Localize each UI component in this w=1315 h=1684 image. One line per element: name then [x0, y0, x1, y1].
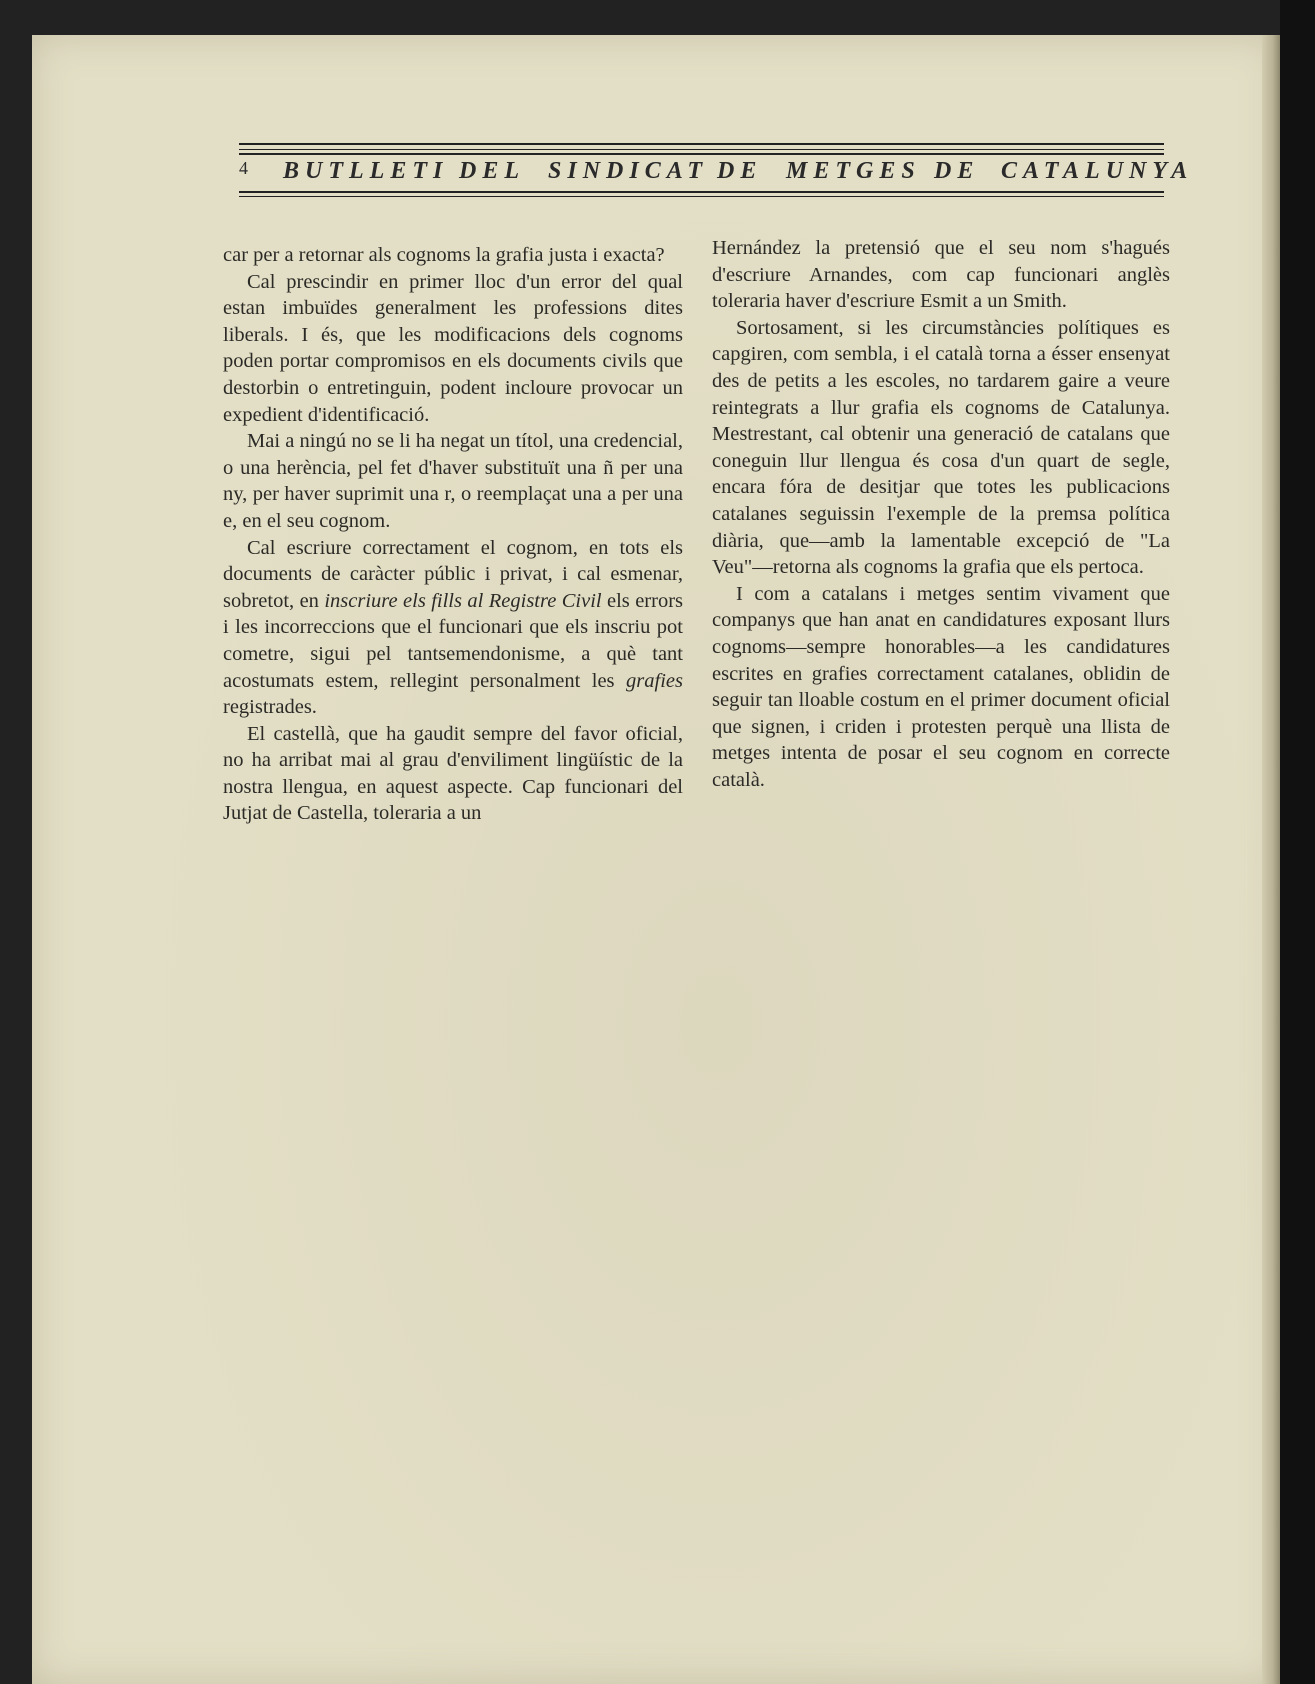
header-rule-bottom-1	[239, 191, 1164, 193]
left-paragraph-4-text-b: els errors i les incorreccions que el funcionari que els inscriu pot cometre, sigui pel tantsemendonisme, a què tant acostumats estem, rellegint personalment les	[223, 589, 683, 692]
right-paragraph-1: Hernández la pretensió que el seu nom s'hagués d'escriure Arnandes, com cap funcionari anglès toleraria haver d'escriure Esmit a un Smith.	[712, 237, 1170, 313]
left-column	[223, 242, 683, 827]
header-rule-top-2	[239, 149, 1164, 150]
header-word-catalunya: CATALUNYA	[1001, 158, 1194, 184]
left-paragraph-4-text-a: Cal escriure correctament el cognom, en tots els documents de caràcter públic i privat, i cal esmenar, sobretot, en	[223, 536, 683, 612]
right-paragraph-3: I com a catalans i metges sentim vivament que companys que han anat en candidatures exposant llurs cognoms—sempre honorables—a les candidatures escrites en grafies correctament catalanes, oblidin de seguir tan lloable costum en el primer document oficial que signen, i criden i protesten perquè una llista de metges intenta de posar el seu cognom en correcte català.	[712, 582, 1170, 791]
left-paragraph-4	[223, 535, 683, 721]
left-paragraph-4-italic-2: grafies	[626, 669, 683, 692]
left-paragraph-3: Mai a ningú no se li ha negat un títol, una credencial, o una herència, pel fet d'haver substituït una ñ per una ny, per haver suprimit una r, o reemplaçat una a per una e, en el seu cognom.	[223, 430, 683, 532]
left-paragraph-2: Cal prescindir en primer lloc d'un error del qual estan imbuïdes generalment les professions dites liberals. I és, que les modificacions dels cognoms poden portar compromisos en els documents civils que destorbin o entretinguin, podent incloure provocar un expedient d'identificació.	[223, 270, 683, 426]
header-word-metges: METGES	[786, 158, 921, 184]
header-word-de-2: DE	[934, 158, 980, 184]
header-rule-bottom-2	[239, 196, 1164, 197]
header-rule-top-3	[239, 153, 1164, 155]
page-number: 4	[239, 158, 248, 178]
header-rule-top-1	[239, 143, 1164, 145]
header-word-sindicat: SINDICAT	[548, 158, 709, 184]
left-paragraph-4-text-c: registrades.	[223, 696, 317, 719]
header-word-butlleti: BUTLLETI	[283, 158, 449, 184]
header-word-del: DEL	[459, 158, 525, 184]
left-paragraph-1: car per a retornar als cognoms la grafia justa i exacta?	[223, 244, 665, 266]
running-header	[239, 158, 1194, 188]
right-paragraph-2: Sortosament, si les circumstàncies polítiques es capgiren, com sembla, i el català torna a ésser ensenyat des de petits a les escoles, no tardarem gaire a veure reintegrats a llur grafia els cognoms de Catalunya. Mestrestant, cal obtenir una generació de catalans que coneguin llur llengua és cosa d'un quart de segle, encara fóra de desitjar que totes les publicacions catalanes seguissin l'exemple de la premsa política diària, que—amb la lamentable excepció de "La Veu"—retorna als cognoms la grafia que els pertoca.	[712, 316, 1170, 579]
header-word-de-1: DE	[717, 158, 763, 184]
right-column	[712, 235, 1170, 793]
left-paragraph-4-italic-1: inscriure els fills al Registre Civil	[324, 589, 602, 612]
scanner-border	[1280, 0, 1315, 1684]
left-paragraph-5: El castellà, que ha gaudit sempre del favor oficial, no ha arribat mai al grau d'enviliment lingüístic de la nostra llengua, en aquest aspecte. Cap funcionari del Jutjat de Castella, toleraria a un	[223, 722, 683, 825]
page-edge	[1262, 35, 1280, 1684]
